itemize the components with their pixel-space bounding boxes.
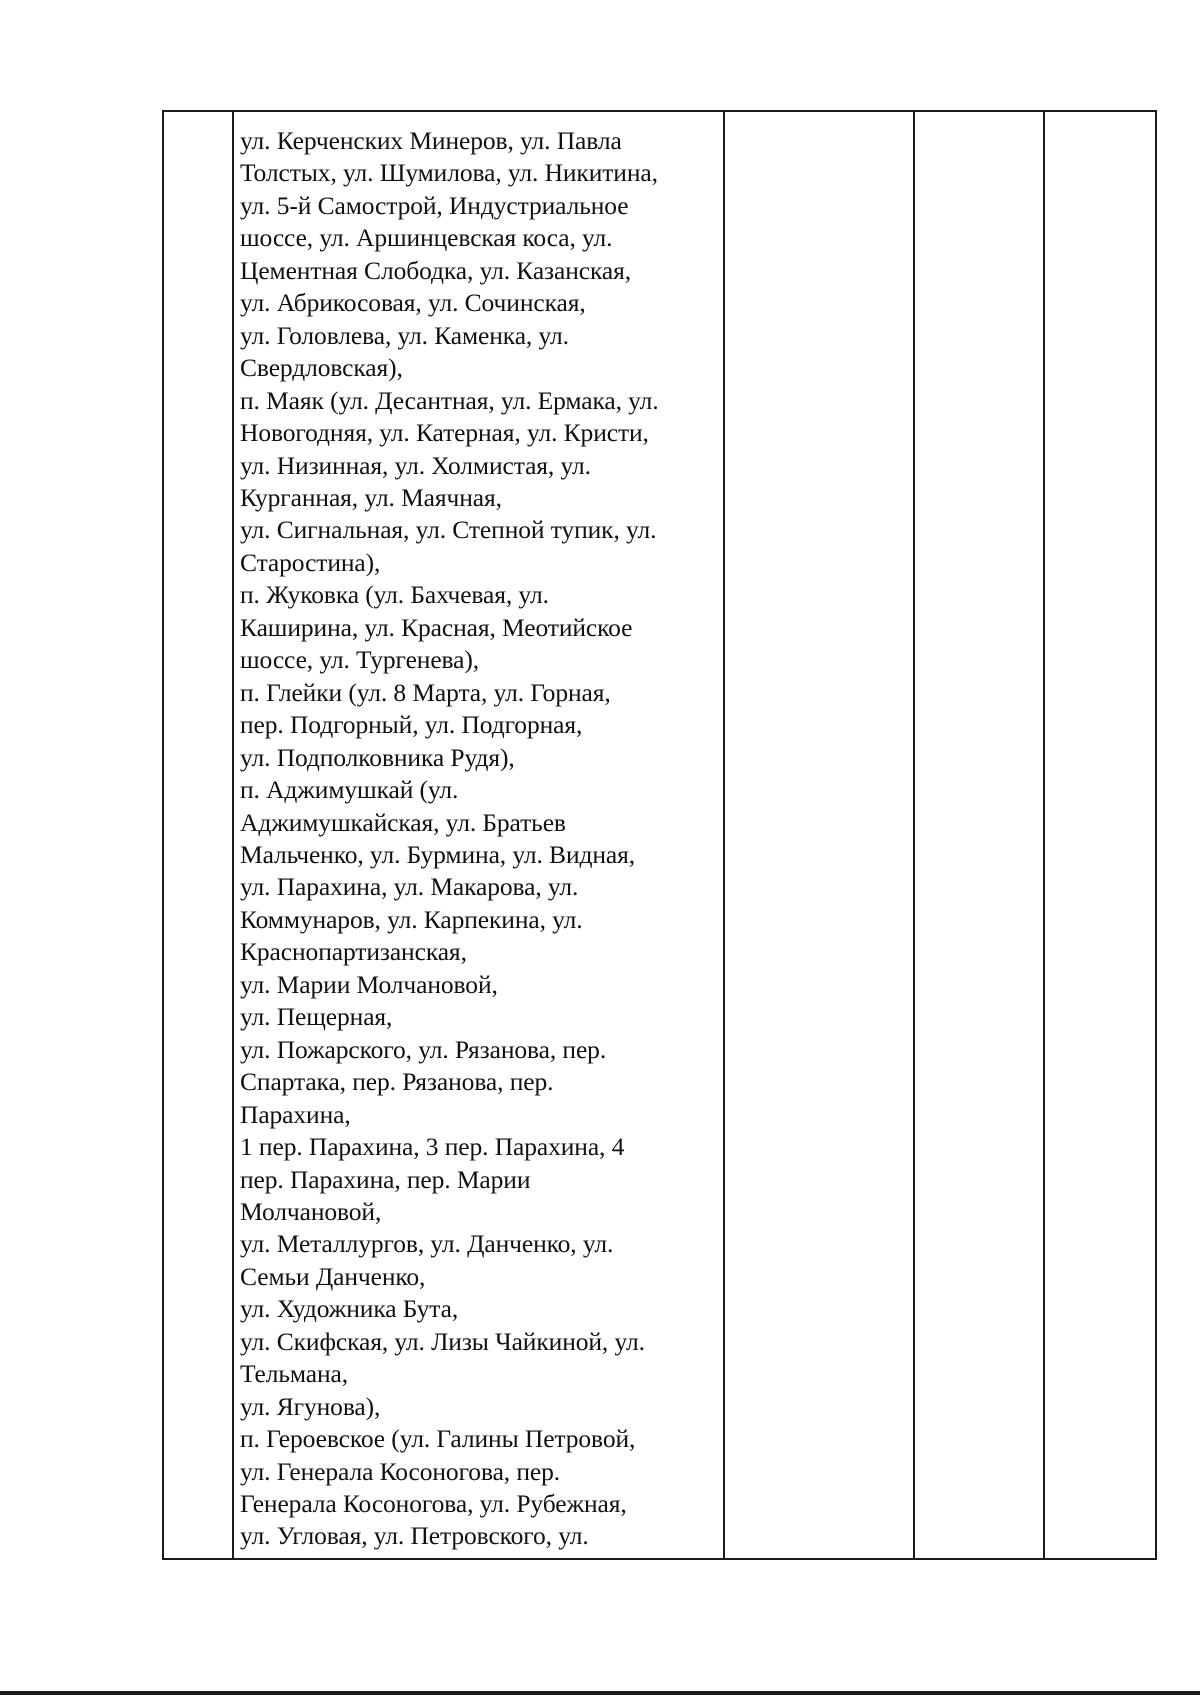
address-line: ул. Марии Молчановой, [240, 969, 498, 999]
address-line: Мальченко, ул. Бурмина, ул. Видная, [240, 839, 636, 869]
address-line: Генерала Косоногова, ул. Рубежная, [240, 1489, 627, 1519]
address-list [234, 112, 723, 1553]
address-line: ул. Абрикосовая, ул. Сочинская, [240, 288, 586, 318]
address-line: 1 пер. Парахина, 3 пер. Парахина, 4 [240, 1132, 625, 1162]
address-line: Каширина, ул. Красная, Меотийское [240, 612, 633, 642]
address-line: Краснопартизанская, [240, 937, 467, 967]
address-line: пер. Парахина, пер. Марии [240, 1164, 531, 1194]
table-cell-number [163, 111, 233, 1559]
address-line: Толстых, ул. Шумилова, ул. Никитина, [240, 158, 658, 188]
table-cell-3 [724, 111, 914, 1559]
address-line: Спартака, пер. Рязанова, пер. [240, 1067, 554, 1097]
address-line: ул. Скифская, ул. Лизы Чайкиной, ул. [240, 1326, 645, 1356]
address-line: ул. Ягунова), [240, 1391, 381, 1421]
address-line: ул. Парахина, ул. Макарова, ул. [240, 872, 579, 902]
address-line: шоссе, ул. Тургенева), [240, 645, 480, 675]
address-line: ул. Подполковника Рудя), [240, 742, 515, 772]
address-line: ул. Низинная, ул. Холмистая, ул. [240, 450, 591, 480]
address-line: ул. Металлургов, ул. Данченко, ул. [240, 1229, 614, 1259]
table-row [163, 111, 1156, 1559]
address-line: п. Маяк (ул. Десантная, ул. Ермака, ул. [240, 385, 659, 415]
address-table [162, 110, 1157, 1560]
address-line: ул. Генерала Косоногова, пер. [240, 1456, 561, 1486]
address-line: п. Жуковка (ул. Бахчевая, ул. [240, 580, 549, 610]
address-line: ул. Пещерная, [240, 1002, 393, 1032]
address-line: ул. Угловая, ул. Петровского, ул. [240, 1521, 589, 1551]
address-line: шоссе, ул. Аршинцевская коса, ул. [240, 223, 613, 253]
page-bottom-rule [0, 1691, 1200, 1695]
address-line: ул. Сигнальная, ул. Степной тупик, ул. [240, 515, 657, 545]
address-line: Семьи Данченко, [240, 1261, 426, 1291]
address-line: Коммунаров, ул. Карпекина, ул. [240, 904, 583, 934]
address-line: п. Героевское (ул. Галины Петровой, [240, 1424, 636, 1454]
address-line: ул. Художника Бута, [240, 1294, 459, 1324]
address-line: Аджимушкайская, ул. Братьев [240, 807, 566, 837]
address-line: Новогодняя, ул. Катерная, ул. Кристи, [240, 418, 649, 448]
table-cell-5 [1044, 111, 1156, 1559]
address-line: Молчановой, [240, 1196, 382, 1226]
address-line: Парахина, [240, 1099, 351, 1129]
address-line: ул. 5-й Самострой, Индустриальное [240, 190, 629, 220]
table-cell-4 [914, 111, 1044, 1559]
address-line: Цементная Слободка, ул. Казанская, [240, 255, 632, 285]
address-line: ул. Керченских Минеров, ул. Павла [240, 126, 622, 155]
address-line: п. Аджимушкай (ул. [240, 775, 459, 805]
address-line: Тельмана, [240, 1359, 348, 1389]
table-cell-addresses [233, 111, 724, 1559]
address-line: пер. Подгорный, ул. Подгорная, [240, 710, 583, 740]
address-line: Курганная, ул. Маячная, [240, 482, 502, 512]
address-line: п. Глейки (ул. 8 Марта, ул. Горная, [240, 677, 611, 707]
address-line: Свердловская), [240, 353, 403, 383]
address-line: Старостина), [240, 547, 381, 577]
address-line: ул. Головлева, ул. Каменка, ул. [240, 320, 569, 350]
address-line: ул. Пожарского, ул. Рязанова, пер. [240, 1034, 607, 1064]
